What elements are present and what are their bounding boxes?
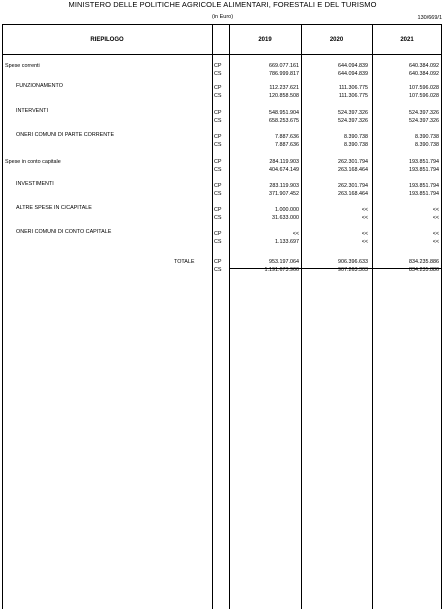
section-label: ALTRE SPESE IN C/CAPITALE [16,205,92,211]
value-2020: << [361,239,368,245]
cs-label: CS [214,71,222,77]
value-2021: 640.384.092 [409,71,439,77]
section-label: FUNZIONAMENTO [16,83,63,89]
section-label: INVESTIMENTI [16,181,54,187]
value-2020: 263.168.464 [338,167,368,173]
value-2019: 1.000.000 [275,207,299,213]
value-2019: 112.237.621 [269,85,299,91]
value-2020: 111.306.775 [338,85,368,91]
value-2019: 404.674.149 [269,167,299,173]
cp-label: CP [214,231,222,237]
value-2019: 548.951.904 [269,110,299,116]
cs-label: CS [214,215,222,221]
value-2019: 786.999.817 [269,71,299,77]
table-top-border [2,24,442,25]
section-label: ONERI COMUNI DI CONTO CAPITALE [16,229,112,235]
value-2019: 120.858.508 [269,93,299,99]
value-2021: << [432,231,439,237]
value-2020: 262.301.794 [338,183,368,189]
table-row [0,190,445,199]
value-2021: 193.851.794 [409,159,439,165]
value-2021: 834.235.886 [409,259,439,265]
value-2020: << [361,207,368,213]
value-2020: 524.397.326 [338,118,368,124]
units-label: (in Euro) [211,14,234,20]
header-2019: 2019 [258,37,272,43]
total-label: TOTALE [174,259,195,265]
value-2020: 906.396.633 [338,259,368,265]
value-2021: 193.851.794 [409,167,439,173]
value-2020: 8.390.738 [344,134,368,140]
value-2021: 524.397.326 [409,110,439,116]
cs-label: CS [214,118,222,124]
value-2019: 658.253.675 [269,118,299,124]
value-2021: 193.851.794 [409,191,439,197]
cp-label: CP [214,183,222,189]
cp-label: CP [214,110,222,116]
value-2019: 669.077.161 [269,63,299,69]
value-2021: << [432,239,439,245]
value-2020: 907.263.303 [338,267,368,273]
value-2020: 263.168.464 [338,191,368,197]
header-riepilogo: RIEPILOGO [90,37,124,43]
value-2020: 524.397.326 [338,110,368,116]
value-2021: << [432,215,439,221]
cp-label: CP [214,259,222,265]
cs-label: CS [214,167,222,173]
header-2020: 2020 [329,37,344,43]
table-row [0,214,445,223]
value-2021: 834.235.886 [409,267,439,273]
total-row [0,266,445,275]
table-row [0,141,445,150]
value-2019: 284.119.903 [269,159,299,165]
cs-label: CS [214,93,222,99]
value-2019: 953.197.064 [269,259,299,265]
value-2019: 7.887.636 [275,142,299,148]
cp-label: CP [214,134,222,140]
cs-label: CS [214,239,222,245]
table-row [0,117,445,126]
cs-label: CS [214,191,222,197]
header-2021: 2021 [400,37,414,43]
value-2019: 1.133.697 [275,239,299,245]
cp-label: CP [214,207,222,213]
value-2019: 371.907.452 [269,191,299,197]
header-bottom-border [2,54,442,55]
value-2020: 262.301.794 [338,159,368,165]
value-2020: 644.094.839 [338,63,368,69]
value-2020: << [361,215,368,221]
value-2020: 111.306.775 [338,93,368,99]
cp-label: CP [214,159,222,165]
value-2019: 7.887.636 [275,134,299,140]
value-2020: 8.390.738 [344,142,368,148]
value-2021: 640.384.092 [409,63,439,69]
cp-label: CP [214,85,222,91]
value-2021: 8.390.738 [415,134,439,140]
value-2020: << [361,231,368,237]
section-label: Spese correnti [5,63,40,69]
table-row [0,92,445,101]
value-2020: 644.094.839 [338,71,368,77]
value-2021: 8.390.738 [415,142,439,148]
value-2021: 524.397.326 [409,118,439,124]
value-2021: 107.596.028 [409,85,439,91]
value-2019: 1.191.673.966 [264,267,299,273]
value-2021: << [432,207,439,213]
section-label: ONERI COMUNI DI PARTE CORRENTE [16,132,115,138]
ministry-title: MINISTERO DELLE POLITICHE AGRICOLE ALIMENTARI, FORESTALI E DEL TURISMO [68,0,377,9]
document-reference: 130/669/1 [417,15,442,21]
table-row [0,70,445,79]
cs-label: CS [214,142,222,148]
table-row [0,238,445,247]
value-2019: << [292,231,299,237]
section-label: Spese in conto capitale [5,159,61,165]
table-row [0,166,445,175]
value-2021: 193.851.794 [409,183,439,189]
cp-label: CP [214,63,222,69]
value-2019: 283.119.903 [269,183,299,189]
section-label: INTERVENTI [16,108,48,114]
cs-label: CS [214,267,222,273]
value-2021: 107.596.028 [409,93,439,99]
value-2019: 31.633.000 [272,215,299,221]
